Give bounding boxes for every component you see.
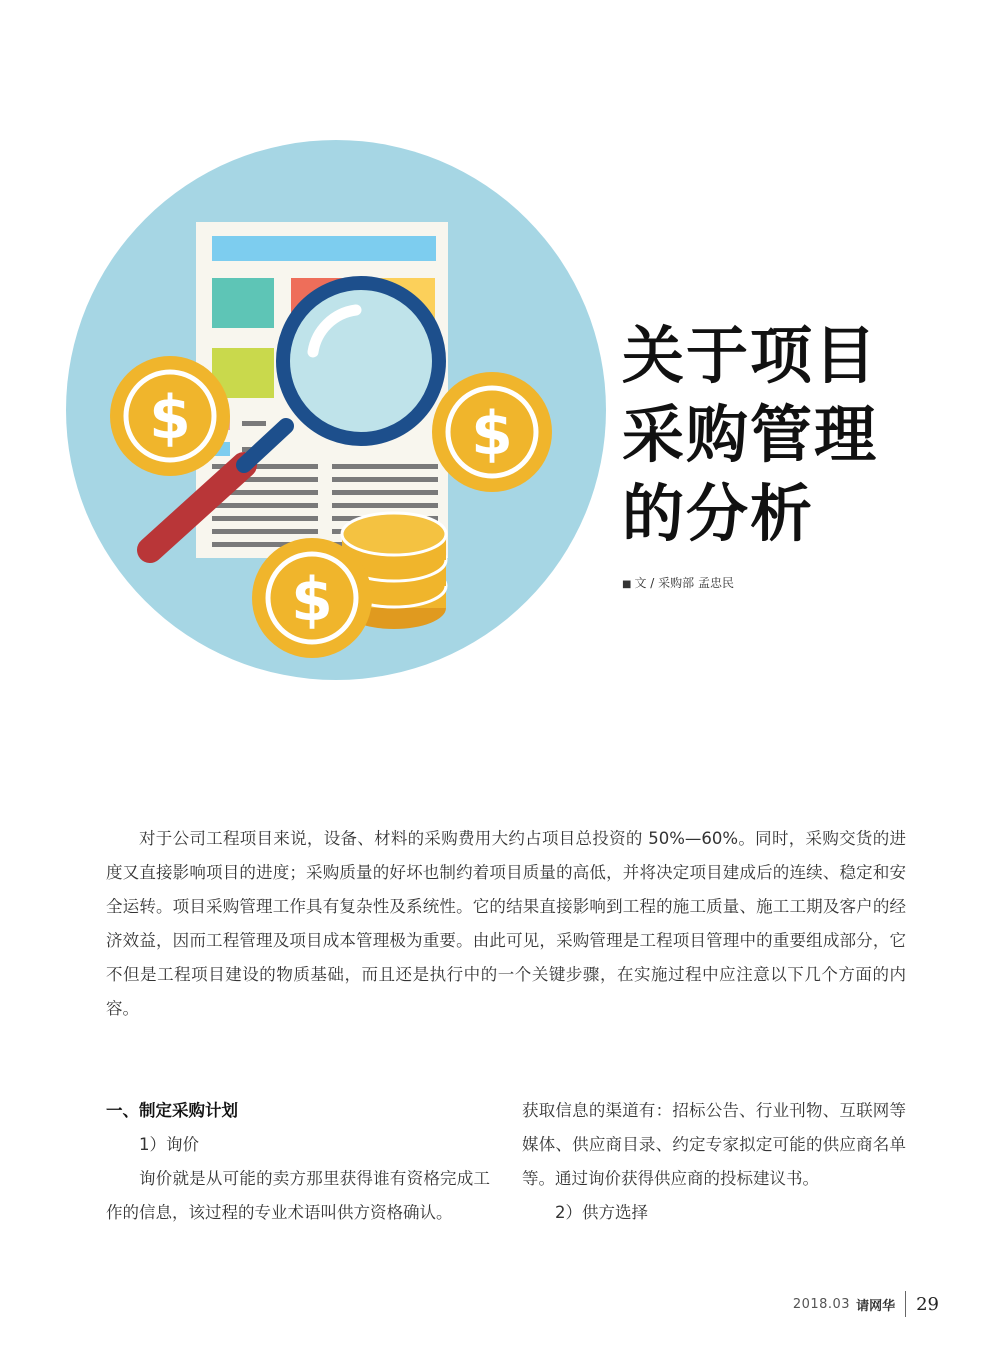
article-title (622, 316, 878, 553)
svg-text:$: $ (291, 565, 333, 635)
left-column (106, 1094, 490, 1230)
dollar-coin-icon (110, 356, 230, 476)
subheading: 2）供方选择 (555, 1203, 648, 1222)
right-column (522, 1094, 906, 1230)
footer-divider (905, 1291, 906, 1317)
title-line: 关于项目 (622, 319, 879, 392)
svg-text:$: $ (471, 399, 513, 469)
byline-text: 文 / 采购部 孟忠民 (634, 576, 734, 590)
page-number: 29 (916, 1293, 939, 1315)
byline (622, 574, 734, 591)
body-paragraph: 获取信息的渠道有：招标公告、行业刊物、互联网等媒体、供应商目录、约定专家拟定可能的供应商名单等。通过询价获得供应商的投标建议书。 (522, 1101, 906, 1188)
dollar-coin-icon (432, 372, 552, 492)
subheading: 1）询价 (139, 1135, 199, 1154)
title-line: 采购管理 (622, 398, 879, 471)
section-heading: 一、制定采购计划 (106, 1101, 238, 1120)
square-bullet-icon: ■ (622, 579, 632, 590)
page-footer (793, 1290, 939, 1318)
issue-date: 2018.03 (792, 1296, 851, 1312)
svg-text:$: $ (149, 383, 191, 453)
procurement-illustration (66, 140, 606, 680)
body-paragraph: 询价就是从可能的卖方那里获得谁有资格完成工作的信息，该过程的专业术语叫供方资格确认。 (106, 1169, 490, 1222)
magazine-logo: 请网华 (856, 1298, 896, 1314)
dollar-coin-icon (252, 538, 372, 658)
title-line: 的分析 (622, 477, 815, 550)
intro-paragraph: 对于公司工程项目来说，设备、材料的采购费用大约占项目总投资的 50%—60%。同时，采购交货的进度又直接影响项目的进度；采购质量的好坏也制约着项目质量的高低，并将决定项目建成后的连续、稳定和安全运转。项目采购管理工作具有复杂性及系统性。它的结果直接影响到工程的施工质量、施工工期及客户的经济效益，因而工程管理及项目成本管理极为重要。由此可见，采购管理是工程项目管理中的重要组成部分，它不但是工程项目建设的物质基础，而且还是执行中的一个关键步骤，在实施过程中应注意以下几个方面的内容。 (106, 829, 906, 1018)
